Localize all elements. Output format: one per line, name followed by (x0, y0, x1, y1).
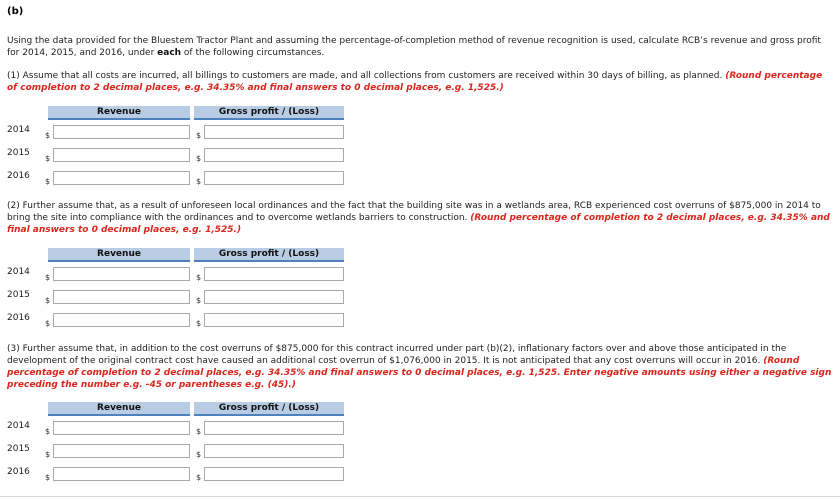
part-3-instruction: (Round percentage of completion to 2 decimal places, e.g. 34.35% and final answers to 0 decimal places, e.g. 1,525. Enter negative amounts using either a negative sign preceding the number e.g. -45 or parentheses e.g. (45).) (7, 356, 832, 390)
table-row (6, 171, 346, 191)
gross-profit-2015-input[interactable] (204, 290, 344, 304)
gross-profit-2015-input[interactable] (204, 148, 344, 162)
part-2-instruction: (Round percentage of completion to 2 decimal places, e.g. 34.35% and final answers to 0 decimal places, e.g. 1,525.) (7, 213, 830, 235)
dollar-sign: $ (196, 296, 202, 305)
part-1-question (7, 70, 833, 94)
part-3-text: (3) Further assume that, in addition to the cost overruns of $875,000 for this contract incurred under part (b)(2), inflationary factors over and above those anticipated in the development of the original contract cost have caused an additional cost overrun of $1,076,000 in 2015. It is not anticipated that any cost overruns will occur in 2016. (7, 344, 787, 366)
year-label: 2016 (7, 467, 30, 477)
year-label: 2014 (7, 267, 30, 277)
table-header (6, 402, 338, 414)
table-row (6, 313, 346, 333)
dollar-sign: $ (45, 319, 51, 328)
table-header (6, 106, 338, 118)
year-label: 2014 (7, 421, 30, 431)
year-label: 2016 (7, 171, 30, 181)
revenue-column-header: Revenue (48, 106, 190, 120)
table-row (6, 467, 346, 487)
table-row (6, 148, 346, 168)
revenue-2014-input[interactable] (53, 267, 190, 281)
dollar-sign: $ (196, 473, 202, 482)
year-label: 2016 (7, 313, 30, 323)
dollar-sign: $ (196, 154, 202, 163)
section-heading: (b) (7, 6, 24, 17)
table-row (6, 125, 346, 145)
gross-profit-column-header: Gross profit / (Loss) (194, 248, 344, 262)
gross-profit-2014-input[interactable] (204, 125, 344, 139)
part-1-instruction: (Round percentage of completion to 2 decimal places, e.g. 34.35% and final answers to 0 decimal places, e.g. 1,525.) (7, 71, 823, 93)
intro-text: Using the data provided for the Bluestem Tractor Plant and assuming the percentage-of-completion method of revenue recognition is used, calculate RCB’s revenue and gross profit for 2014, 2015, and 2016, under (7, 36, 821, 58)
part-2-question (7, 200, 833, 236)
gross-profit-2016-input[interactable] (204, 467, 344, 481)
dollar-sign: $ (196, 450, 202, 459)
revenue-2014-input[interactable] (53, 125, 190, 139)
revenue-2014-input[interactable] (53, 421, 190, 435)
dollar-sign: $ (196, 177, 202, 186)
revenue-2015-input[interactable] (53, 290, 190, 304)
dollar-sign: $ (196, 319, 202, 328)
dollar-sign: $ (45, 154, 51, 163)
dollar-sign: $ (45, 131, 51, 140)
dollar-sign: $ (45, 450, 51, 459)
part-1-text: (1) Assume that all costs are incurred, all billings to customers are made, and all collections from customers are received within 30 days of billing, as planned. (7, 71, 726, 81)
dollar-sign: $ (196, 427, 202, 436)
revenue-column-header: Revenue (48, 402, 190, 416)
intro-text-end: of the following circumstances. (181, 48, 325, 58)
dollar-sign: $ (45, 273, 51, 282)
revenue-2016-input[interactable] (53, 467, 190, 481)
revenue-2016-input[interactable] (53, 313, 190, 327)
dollar-sign: $ (196, 131, 202, 140)
table-row (6, 267, 346, 287)
gross-profit-column-header: Gross profit / (Loss) (194, 106, 344, 120)
year-label: 2014 (7, 125, 30, 135)
revenue-2016-input[interactable] (53, 171, 190, 185)
table-row (6, 444, 346, 464)
revenue-2015-input[interactable] (53, 444, 190, 458)
intro-emphasis: each (157, 48, 182, 58)
intro-paragraph (7, 35, 833, 59)
gross-profit-column-header: Gross profit / (Loss) (194, 402, 344, 416)
gross-profit-2014-input[interactable] (204, 421, 344, 435)
year-label: 2015 (7, 148, 30, 158)
part-2-text: (2) Further assume that, as a result of unforeseen local ordinances and the fact that the building site was in a wetlands area, RCB experienced cost overruns of $875,000 in 2014 to bring the site into compliance with the ordinances and to overcome wetlands barriers to construction. (7, 201, 821, 223)
gross-profit-2016-input[interactable] (204, 313, 344, 327)
table-header (6, 248, 338, 260)
table-row (6, 421, 346, 441)
year-label: 2015 (7, 444, 30, 454)
dollar-sign: $ (45, 427, 51, 436)
gross-profit-2014-input[interactable] (204, 267, 344, 281)
revenue-column-header: Revenue (48, 248, 190, 262)
gross-profit-2016-input[interactable] (204, 171, 344, 185)
gross-profit-2015-input[interactable] (204, 444, 344, 458)
year-label: 2015 (7, 290, 30, 300)
divider (0, 496, 840, 497)
dollar-sign: $ (45, 473, 51, 482)
revenue-2015-input[interactable] (53, 148, 190, 162)
dollar-sign: $ (45, 296, 51, 305)
part-3-question (7, 343, 833, 391)
table-row (6, 290, 346, 310)
dollar-sign: $ (45, 177, 51, 186)
dollar-sign: $ (196, 273, 202, 282)
